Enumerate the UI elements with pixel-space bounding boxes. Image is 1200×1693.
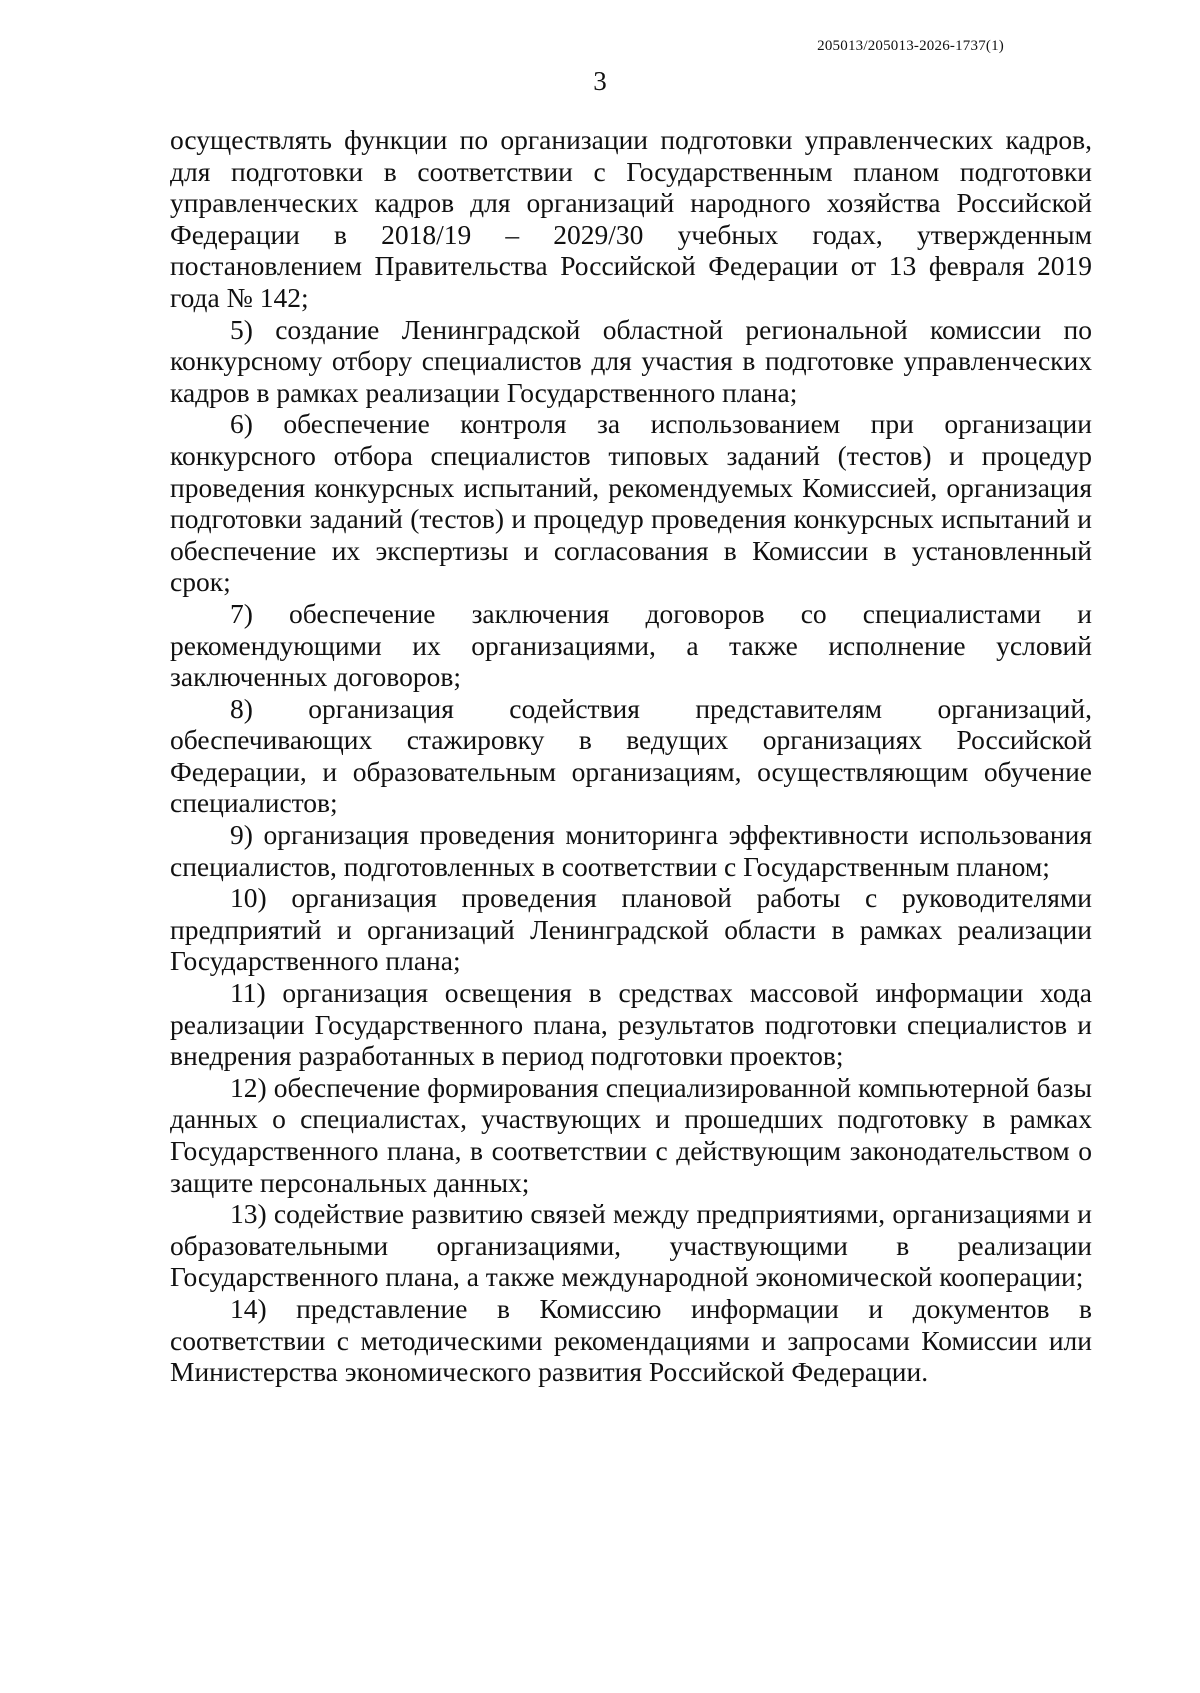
document-body: [170, 124, 1092, 1388]
paragraph-item-10: 10) организация проведения плановой работы с руководителями предприятий и организаций Ленинградской области в рамках реализации Государственного плана;: [170, 882, 1092, 977]
paragraph-item-13: 13) содействие развитию связей между предприятиями, организациями и образовательными организациями, участвующими в реализации Государственного плана, а также международной экономической кооперации;: [170, 1198, 1092, 1293]
paragraph-item-12: 12) обеспечение формирования специализированной компьютерной базы данных о специалистах, участвующих и прошедших подготовку в рамках Государственного плана, в соответствии с действующим законодательством о защите персональных данных;: [170, 1071, 1092, 1198]
paragraph-item-11: 11) организация освещения в средствах массовой информации хода реализации Государственного плана, результатов подготовки специалистов и внедрения разработанных в период подготовки проектов;: [170, 977, 1092, 1072]
paragraph-item-8: 8) организация содействия представителям организаций, обеспечивающих стажировку в ведущих организациях Российской Федерации, и образовательным организациям, осуществляющим обучение специалистов;: [170, 692, 1092, 819]
page-number: 3: [593, 66, 607, 96]
paragraph-item-6: 6) обеспечение контроля за использованием при организации конкурсного отбора специалистов типовых заданий (тестов) и процедур проведения конкурсных испытаний, рекомендуемых Комиссией, организация подготовки заданий (тестов) и процедур проведения конкурсных испытаний и обеспечение их экспертизы и согласования в Комиссии в установленный срок;: [170, 408, 1092, 598]
paragraph-item-5: 5) создание Ленинградской областной региональной комиссии по конкурсному отбору специалистов для участия в подготовке управленческих кадров в рамках реализации Государственного плана;: [170, 313, 1092, 408]
paragraph-item-14: 14) представление в Комиссию информации и документов в соответствии с методическими рекомендациями и запросами Комиссии или Министерства экономического развития Российской Федерации.: [170, 1292, 1092, 1388]
paragraph-item-7: 7) обеспечение заключения договоров со специалистами и рекомендующими их организациями, а также исполнение условий заключенных договоров;: [170, 597, 1092, 693]
paragraph-item-9: 9) организация проведения мониторинга эффективности использования специалистов, подготовленных в соответствии с Государственным планом;: [170, 819, 1092, 882]
paragraph-continuation: осуществлять функции по организации подготовки управленческих кадров, для подготовки в соответствии с Государственным планом подготовки управленческих кадров для организаций народного хозяйства Российской Федерации в 2018/19 – 2029/30 учебных годах, утвержденным постановлением Правительства Российской Федерации от 13 февраля 2019 года № 142;: [170, 124, 1092, 313]
document-id: 205013/205013-2026-1737(1): [817, 38, 1004, 54]
